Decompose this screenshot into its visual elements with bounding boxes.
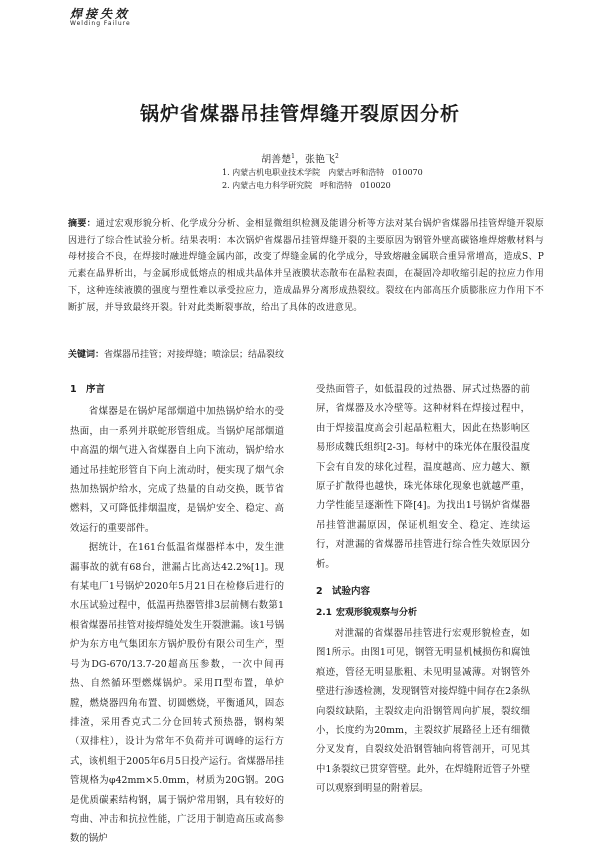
section-2-title: 试验内容 <box>332 586 371 598</box>
abstract <box>68 216 544 316</box>
author-2: 张艳飞 <box>305 154 335 166</box>
keywords-label: 关键词： <box>68 350 105 360</box>
author-2-affil: 2 <box>335 153 339 160</box>
section-1-title: 序言 <box>86 384 106 395</box>
left-column <box>70 380 284 849</box>
right-column <box>316 380 530 799</box>
section-1-number: 1 <box>70 384 77 395</box>
author-separator: ， <box>295 154 305 166</box>
section-2-1-heading <box>316 604 530 623</box>
journal-title-cn: 焊接失效 <box>70 7 131 21</box>
abstract-text: 通过宏观形貌分析、化学成分分析、金相显微组织检测及能谱分析等方法对某台锅炉省煤器吊挂管焊缝开裂原因进行了综合性试验分析。结果表明：本次锅炉省煤器吊挂管焊缝开裂的主要原因为钢管外壁高碳铬堆焊熔敷材料与母材接合不良，在焊接时融进焊缝金属内部，改变了焊缝金属的化学成分，导致熔融金属联合重异常增高，造成S、P元素在晶界析出，与金属形成低熔点的相成共晶体并呈液膜状态散布在晶粒表面，在凝固冷却收缩引起的拉应力作用下，这种连续液膜的强度与塑性难以承受拉应力，造成晶界分离形成热裂纹。裂纹在内部高压介质膨胀应力作用下不断扩展，并导致最终开裂。针对此类断裂事故，给出了具体的改进意见。 <box>68 219 544 313</box>
section-1-heading <box>70 380 284 399</box>
affiliation-1: 1. 内蒙古机电职业技术学院 内蒙古呼和浩特 010070 <box>222 168 423 177</box>
author-1-affil: 1 <box>291 153 295 160</box>
paragraph: 对泄漏的省煤器吊挂管进行宏观形貌检查，如图1所示。由图1可见，钢管无明显机械损伤和腐蚀痕迹，管径无明显胀粗、未见明显减薄。对钢管外壁进行渗透检测，发现钢管对接焊缝中间存在2条纵向裂纹缺陷，主裂纹走向沿钢管周向扩展，裂纹细小，长度约为20mm，主裂纹扩展路径上还有细微分叉发育，自裂纹处沿钢管轴向将管剖开，可见其中1条裂纹已贯穿管壁。此外，在焊缝附近管子外壁可以观察到明显的附着层。 <box>316 627 530 795</box>
paragraph-continued: 受热面管子，如低温段的过热器、屏式过热器的前屏，省煤器及水冷壁等。这种材料在焊接过程中，由于焊接温度高会引起晶粒粗大，因此在热影响区易形成魏氏组织[2-3]。每材中的珠光体在服役温度下会有自发的球化过程，温度越高、应力越大、额原子扩散得也越快，珠光体球化现象也就越严重，力学性能呈逐渐性下降[4]。为找出1号锅炉省煤器吊挂管泄漏原因，保证机组安全、稳定、连续运行，对泄漏的省煤器吊挂管进行综合性失效原因分析。 <box>316 384 530 570</box>
paragraph: 省煤器是在锅炉尾部烟道中加热锅炉给水的受热面，由一系列并联蛇形管组成。当锅炉尾部烟道中高温的烟气进入省煤器自上向下流动，锅炉给水通过吊挂蛇形管自下向上流动时，便实现了烟气余热加热锅炉给水，完成了热量的自动交换，既节省燃料，又可降低排烟温度，是锅炉安全、稳定、高效运行的重要部件。 <box>70 406 284 534</box>
keywords-text: 省煤器吊挂管；对接焊缝；喷涂层；结晶裂纹 <box>104 350 285 360</box>
paper-title: 锅炉省煤器吊挂管焊缝开裂原因分析 <box>139 103 460 125</box>
paragraph: 据统计，在161台低温省煤器样本中，发生泄漏事故的就有68台，泄漏占比高达42.2%[1]。现有某电厂1号锅炉2020年5月21日在检修后进行的水压试验过程中，低温再热器管排3层前侧右数第1根省煤器吊挂管对接焊缝处发生开裂泄漏。该1号锅炉为东方电气集团东方锅炉股份有限公司生产，型号为DG-670/13.7-20超高压参数，一次中间再热、自然循环型燃煤锅炉。采用Π型布置，单炉膛，燃烧器四角布置、切圆燃烧，平衡通风，固态排渣，采用香克式二分仓回转式预热器，钢构架（双排柱），设计为常年不负荷并可调峰的运行方式，该机组于2005年6月5日投产运行。省煤器吊挂管规格为φ42mm×5.0mm，材质为20G钢。20G是优质碳素结构钢，属于锅炉常用钢，具有较好的弯曲、冲击和抗拉性能，广泛用于制造高压或高参数的锅炉 <box>70 542 284 845</box>
abstract-label: 摘要： <box>68 219 97 229</box>
journal-title-en: Welding Failure <box>70 20 131 27</box>
journal-header <box>70 8 131 28</box>
author-line <box>0 150 600 167</box>
section-2-1-number: 2.1 <box>316 608 332 619</box>
section-2-heading <box>316 582 530 601</box>
keywords <box>68 348 544 362</box>
affiliation-2: 2. 内蒙古电力科学研究院 呼和浩特 010020 <box>222 180 391 190</box>
affiliations <box>222 167 423 192</box>
author-1: 胡善楚 <box>261 154 292 166</box>
section-2-1-title: 宏观形貌观察与分析 <box>336 608 418 619</box>
section-2-number: 2 <box>316 586 323 598</box>
